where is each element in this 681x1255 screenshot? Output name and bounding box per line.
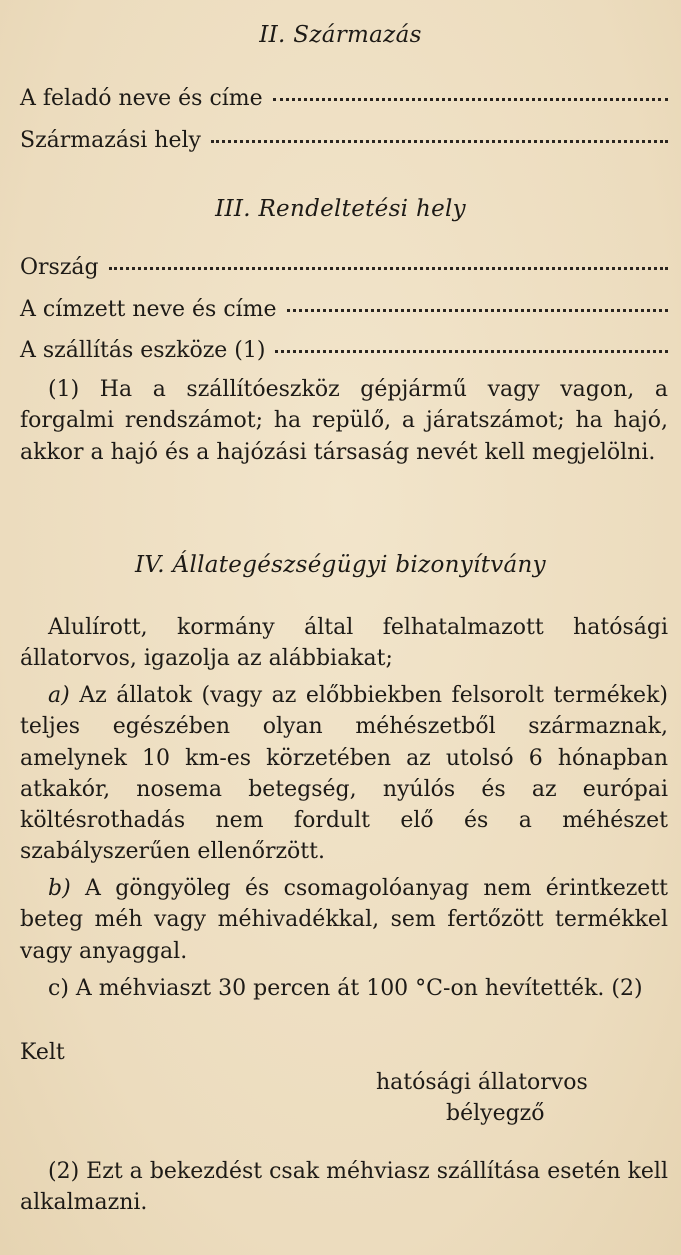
fill-in-dotted-line <box>287 309 668 312</box>
date-label: Kelt <box>20 1040 65 1065</box>
recipient-name-address-label: A címzett neve és címe <box>20 297 277 322</box>
item-c-paragraph <box>20 973 668 1004</box>
sender-name-address-label: A feladó neve és címe <box>20 86 263 111</box>
signature-line-2: bélyegző <box>446 1101 545 1126</box>
section-4-heading: IV. Állategészségügyi bizonyítvány <box>135 552 546 578</box>
item-b-marker: b) <box>48 876 71 901</box>
item-b-paragraph <box>20 873 668 967</box>
certificate-intro: Alulírott, kormány által felhatalmazott hatósági állatorvos, igazolja az alábbiakat; <box>20 615 668 672</box>
recipient-name-address-field <box>20 297 668 322</box>
fill-in-dotted-line <box>109 267 668 270</box>
sender-name-address-field <box>20 86 668 111</box>
item-c-marker: c) <box>48 976 69 1001</box>
footnote-1: (1) Ha a szállítóeszköz gépjármű vagy vagon, a forgalmi rendszámot; ha repülő, a járatszámot; ha hajó, akkor a hajó és a hajózási társaság nevét kell megjelölni. <box>20 377 668 465</box>
country-field <box>20 255 668 280</box>
item-c-text: A méhviaszt 30 percen át 100 °C-on hevítették. (2) <box>75 976 643 1001</box>
item-a-paragraph <box>20 680 668 868</box>
origin-place-label: Származási hely <box>20 128 201 153</box>
item-a-marker: a) <box>48 683 70 708</box>
transport-means-label: A szállítás eszköze (1) <box>20 338 266 363</box>
item-b-text: A göngyöleg és csomagolóanyag nem érintkezett beteg méh vagy méhivadékkal, sem fertőzött termékkel vagy anyaggal. <box>20 876 669 964</box>
item-a-text: Az állatok (vagy az előbbiekben felsorolt termékek) teljes egészében olyan méhészetből származnak, amelynek 10 km-es körzetében az utolsó 6 hónapban atkakór, nosema betegség, nyúlós és az európai költésrothadás nem fordult elő és a méhészet szabályszerűen ellenőrzött. <box>20 683 668 865</box>
country-label: Ország <box>20 255 99 280</box>
section-2-heading: II. Származás <box>259 22 422 48</box>
section-3-heading: III. Rendeltetési hely <box>215 196 466 222</box>
origin-place-field <box>20 128 668 153</box>
fill-in-dotted-line <box>211 140 668 143</box>
transport-means-field <box>20 338 668 363</box>
signature-line-1: hatósági állatorvos <box>376 1070 588 1095</box>
fill-in-dotted-line <box>275 350 668 353</box>
footnote-2: (2) Ezt a bekezdést csak méhviasz szállítása esetén kell alkalmazni. <box>20 1159 668 1216</box>
fill-in-dotted-line <box>273 98 668 101</box>
